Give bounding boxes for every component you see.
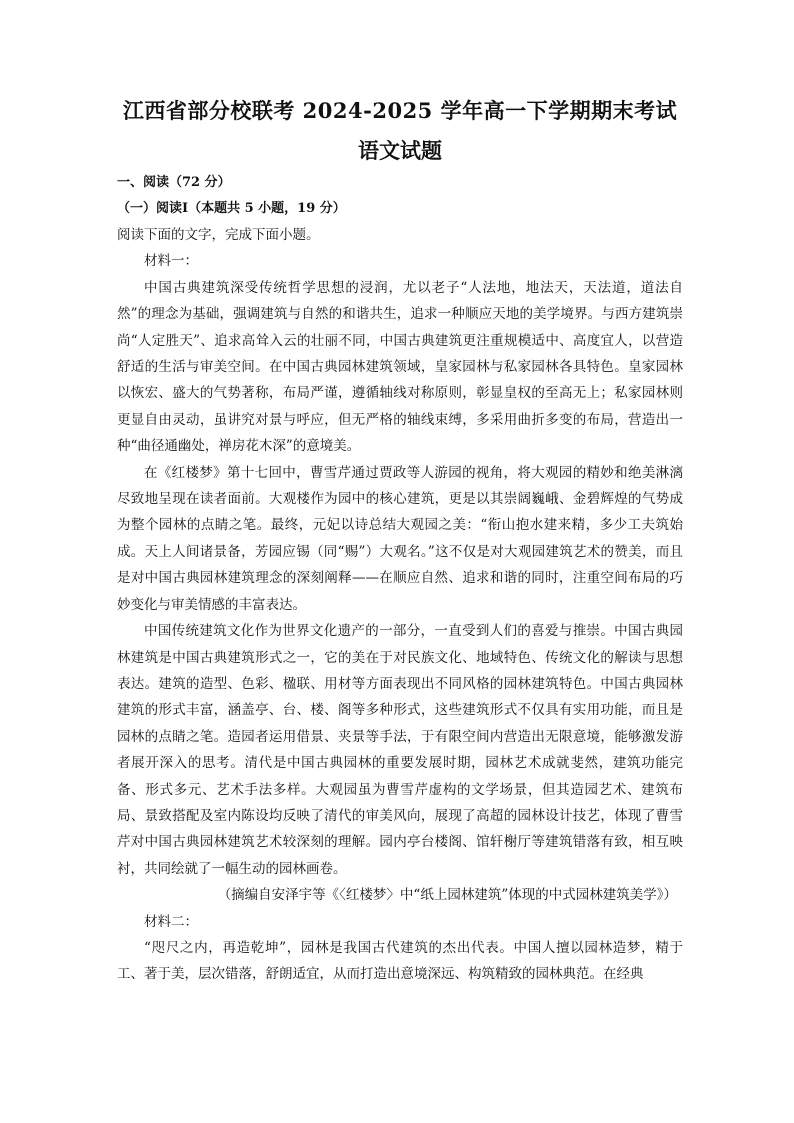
material-one-paragraph: 中国传统建筑文化作为世界文化遗产的一部分，一直受到人们的喜爱与推崇。中国古典园林建筑是中国古典建筑形式之一，它的美在于对民族文化、地域特色、传统文化的解读与思想表达。建筑的造型、色彩、楹联、用材等方面表现出不同风格的园林建筑特色。中国古典园林建筑的形式丰富，涵盖亭、台、楼、阁等多种形式，这些建筑形式不仅具有实用功能，而且是园林的点睛之笔。造园者运用借景、夹景等手法，于有限空间内营造出无限意境，能够激发游者展开深入的思考。清代是中国古典园林的重要发展时期，园林艺术成就斐然，建筑功能完备、形式多元、艺术手法多样。大观园虽为曹雪芹虚构的文学场景，但其造园艺术、建筑布局、景致搭配及室内陈设均反映了清代的审美风向，展现了高超的园林设计技艺，体现了曹雪芹对中国古典园林建筑艺术较深刻的理解。园内亭台楼阁、馆轩榭厅等建筑错落有致，相互映衬，共同绘就了一幅生动的园林画卷。: [117, 623, 683, 877]
instruction-text: 阅读下面的文字，完成下面小题。: [117, 227, 320, 243]
exam-title: 江西省部分校联考 2024-2025 学年高一下学期期末考试: [122, 98, 678, 123]
material-one-source: （摘编自安泽宇等《〈红楼梦〉中“纸上园林建筑”体现的中式园林建筑美学》）: [217, 887, 677, 904]
document-page: [117, 96, 683, 988]
material-one-paragraph: 在《红楼梦》第十七回中，曹雪芹通过贾政等人游园的视角，将大观园的精妙和绝美淋漓尽致地呈现在读者面前。大观楼作为园中的核心建筑，更是以其崇阔巍峨、金碧辉煌的气势成为整个园林的点睛之笔。最终，元妃以诗总结大观园之美：“衔山抱水建来精，多少工夫筑始成。天上人间诸景备，芳园应锡（同“赐”）大观名。”这不仅是对大观园建筑艺术的赞美，而且是对中国古典园林建筑理念的深刻阐释——在顺应自然、追求和谐的同时，注重空间布局的巧妙变化与审美情感的丰富表达。: [117, 464, 683, 613]
material-two-label: 材料二：: [144, 913, 198, 930]
material-one-label: 材料一：: [144, 253, 198, 270]
exam-subtitle: 语文试题: [358, 138, 442, 163]
material-one-paragraph: 中国古典建筑深受传统哲学思想的浸润，尤以老子“人法地，地法天，天法道，道法自然”的理念为基础，强调建筑与自然的和谐共生，追求一种顺应天地的美学境界。与西方建筑崇尚“人定胜天”、追求高耸入云的壮丽不同，中国古典建筑更注重规模适中、高度宜人，以营造舒适的生活与审美空间。在中国古典园林建筑领域，皇家园林与私家园林各具特色。皇家园林以恢宏、盛大的气势著称，布局严谨，遵循轴线对称原则，彰显皇权的至高无上；私家园林则更显自由灵动，虽讲究对景与呼应，但无严格的轴线束缚，多采用曲折多变的布局，营造出一种“曲径通幽处，禅房花木深”的意境美。: [117, 279, 683, 455]
section-heading: 一、阅读（72 分）: [117, 175, 231, 190]
material-two-paragraph: “咫尺之内，再造乾坤”，园林是我国古代建筑的杰出代表。中国人擅以园林造梦，精于工、著于美，层次错落，舒朗适宜，从而打造出意境深远、构筑精致的园林典范。在经典: [117, 939, 683, 983]
subsection-heading: （一）阅读Ⅰ（本题共 5 小题，19 分）: [117, 201, 346, 216]
